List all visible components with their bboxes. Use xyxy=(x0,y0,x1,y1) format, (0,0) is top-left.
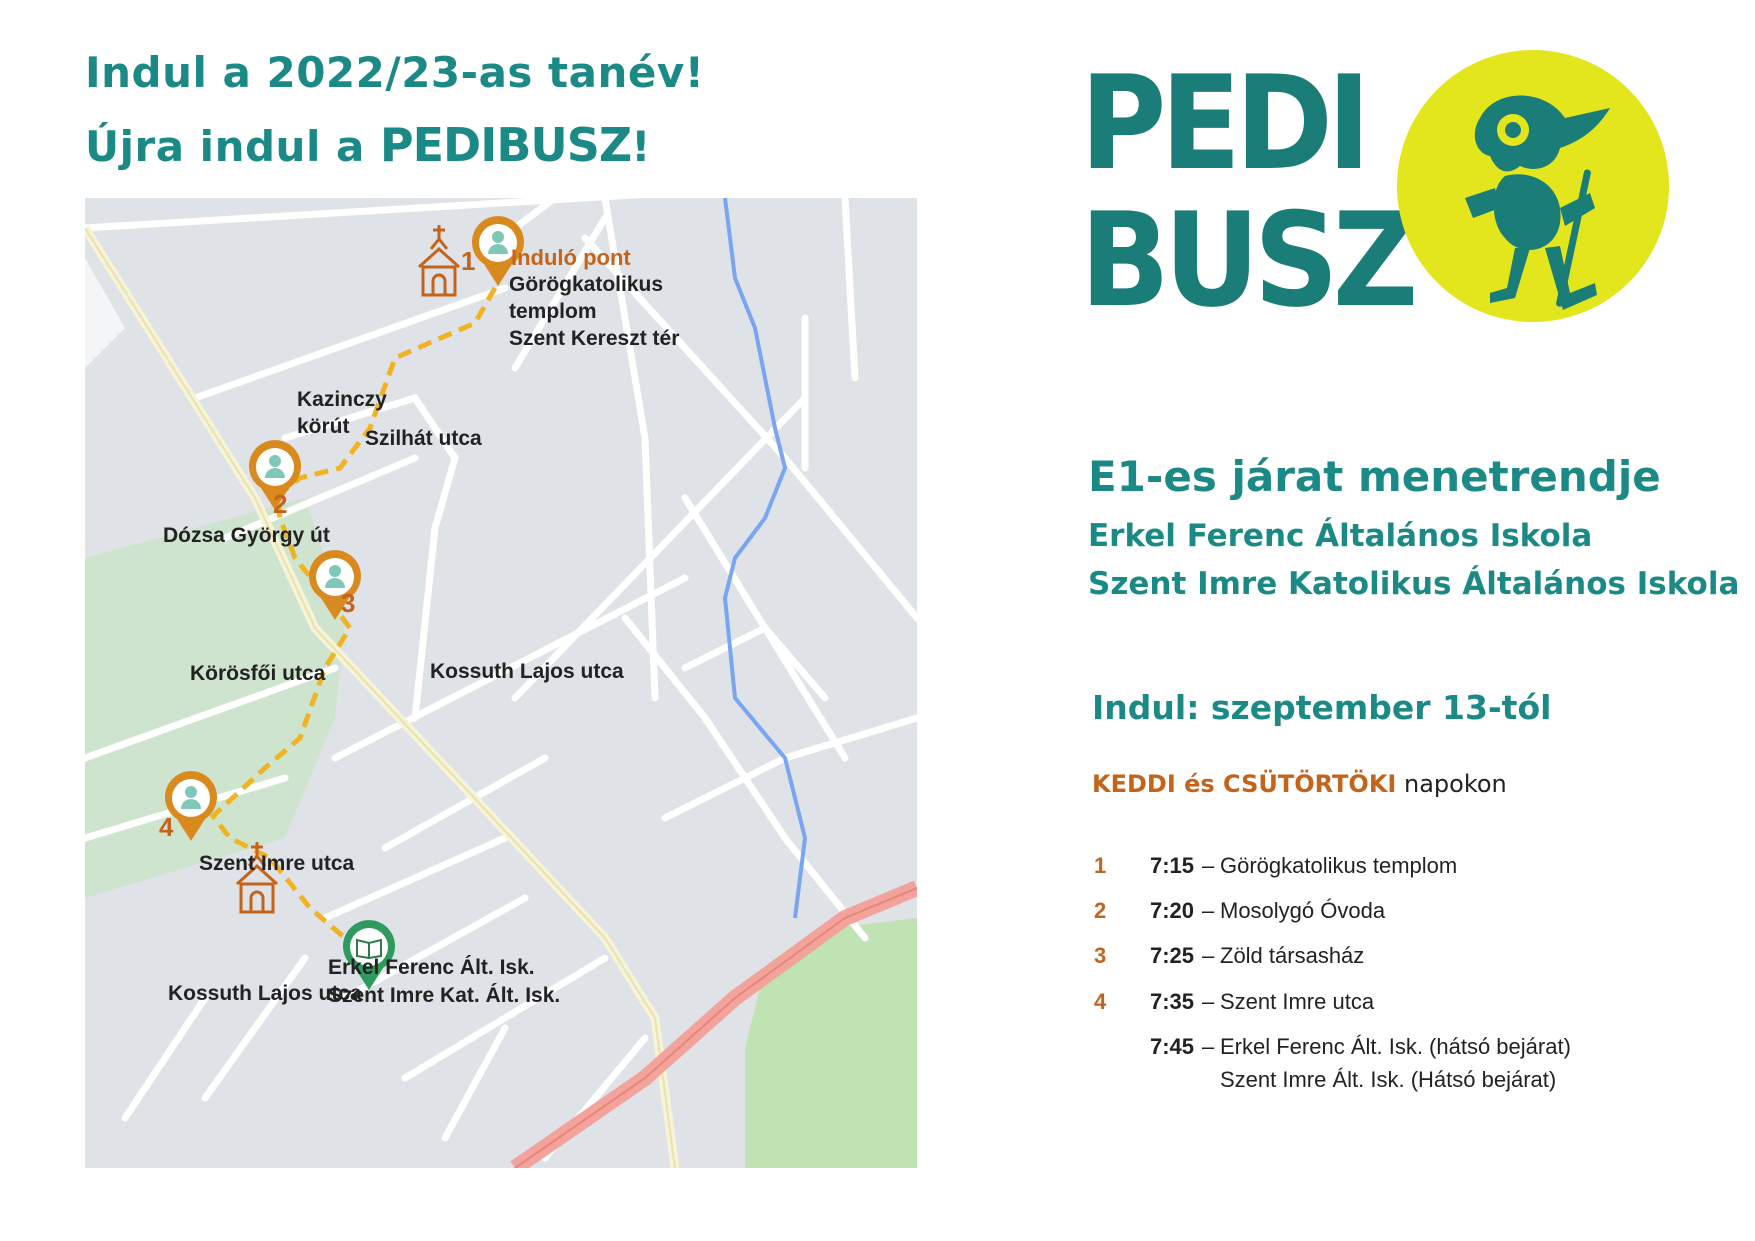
pelican-mascot-icon xyxy=(1395,48,1671,324)
schedule-days-highlight: KEDDI és CSÜTÖRTÖKI xyxy=(1092,770,1397,798)
schedule-row-time: 7:20 xyxy=(1150,898,1195,923)
schedule-row-time: 7:15 xyxy=(1150,853,1195,878)
schedule-row-dash: – xyxy=(1202,989,1215,1014)
logo-word-busz: BUSZ xyxy=(1080,184,1413,336)
schedule-row-number: 4 xyxy=(1094,989,1107,1014)
schedule-row-number: 3 xyxy=(1094,943,1107,968)
stop-number-1: 1 xyxy=(461,246,476,276)
schedule-row-destination: Mosolygó Óvoda xyxy=(1220,898,1386,923)
map-label-dozsa: Dózsa György út xyxy=(163,524,330,547)
headline-suffix: ! xyxy=(631,122,651,171)
church-icon xyxy=(415,223,463,299)
schedule-school-2: Szent Imre Katolikus Általános Iskola xyxy=(1088,566,1740,602)
headline-brand: PEDIBUSZ xyxy=(379,118,632,172)
route-map xyxy=(85,198,917,1168)
schedule-row-number: 1 xyxy=(1094,853,1107,878)
schedule-row-destination: Zöld társasház xyxy=(1220,943,1365,968)
schedule-row-dash: – xyxy=(1202,1034,1215,1059)
headline-line2 xyxy=(85,118,651,172)
schedule-row-number: 2 xyxy=(1094,898,1107,923)
schedule-start-date: Indul: szeptember 13-tól xyxy=(1092,688,1552,727)
map-label-szilhat: Szilhát utca xyxy=(365,427,482,450)
schedule-row-time: 7:45 xyxy=(1150,1034,1195,1059)
schedule-days xyxy=(1092,770,1507,798)
map-label-start-title: Induló pont xyxy=(511,245,631,270)
stop-number-2: 2 xyxy=(273,489,288,519)
map-label-korosfoi: Körösfői utca xyxy=(190,662,326,685)
stop-number-4: 4 xyxy=(159,812,174,842)
map-label-kazinczy-1: Kazinczy xyxy=(297,388,387,411)
schedule-school-1: Erkel Ferenc Általános Iskola xyxy=(1088,518,1593,554)
map-label-start-line1: Görögkatolikus xyxy=(509,273,664,296)
logo-word-pedi: PEDI xyxy=(1080,47,1365,199)
schedule-row-time: 7:25 xyxy=(1150,943,1195,968)
schedule-row-time: 7:35 xyxy=(1150,989,1195,1014)
map-label-kossuth-bottom: Kossuth Lajos utca xyxy=(168,982,362,1005)
schedule-row-destination: Görögkatolikus templom xyxy=(1220,853,1458,878)
map-label-start-line2: templom xyxy=(509,300,597,323)
stop-number-3: 3 xyxy=(341,588,356,618)
schedule-row-dash: – xyxy=(1202,943,1215,968)
map-label-kossuth-mid: Kossuth Lajos utca xyxy=(430,660,624,683)
schedule-row-destination-continued: Szent Imre Ált. Isk. (Hátsó bejárat) xyxy=(1220,1067,1557,1092)
map-label-kazinczy-2: körút xyxy=(297,415,350,438)
headline-prefix: Újra indul a xyxy=(85,122,380,171)
schedule-title: E1-es járat menetrendje xyxy=(1088,452,1661,501)
headline-line1: Indul a 2022/23-as tanév! xyxy=(85,48,705,97)
schedule-row-destination: Erkel Ferenc Ált. Isk. (hátsó bejárat) xyxy=(1220,1034,1571,1059)
map-label-school-1: Erkel Ferenc Ált. Isk. xyxy=(328,956,535,979)
map-label-szent-imre: Szent Imre utca xyxy=(199,852,355,875)
map-label-school-2: Szent Imre Kat. Ált. Isk. xyxy=(328,984,561,1007)
map-label-start-line3: Szent Kereszt tér xyxy=(509,327,680,350)
schedule-row-destination: Szent Imre utca xyxy=(1220,989,1375,1014)
schedule-row-dash: – xyxy=(1202,853,1215,878)
schedule-days-suffix: napokon xyxy=(1396,770,1507,798)
schedule-row-dash: – xyxy=(1202,898,1215,923)
